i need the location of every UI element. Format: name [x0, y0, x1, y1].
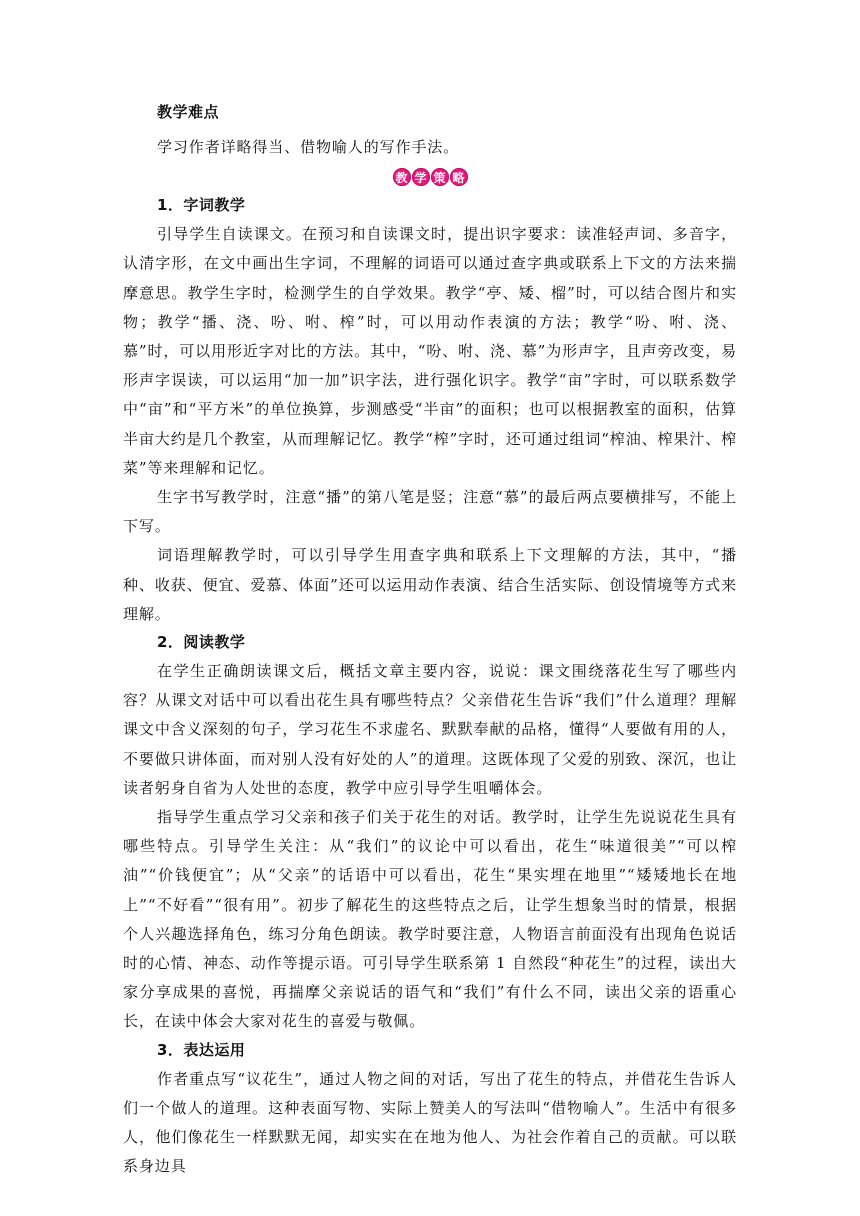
teaching-strategy-banner: [123, 168, 737, 186]
paragraph: 词语理解教学时，可以引导学生用查字典和联系上下文理解的方法，其中，“播种、收获、便宜、爱慕、体面”还可以运用动作表演、结合生活实际、创设情境等方式来理解。: [123, 546, 737, 623]
banner-char: 策: [431, 168, 449, 186]
paragraph: 作者重点写“议花生”，通过人物之间的对话，写出了花生的特点，并借花生告诉人们一个做人的道理。这种表面写物、实际上赞美人的写法叫“借物喻人”。生活中有很多人，他们像花生一样默默无闻，却实实在在地为他人、为社会作着自己的贡献。可以联系身边具: [123, 1069, 737, 1176]
section-heading-vocabulary: 1．字词教学: [157, 196, 246, 215]
paragraph: 指导学生重点学习父亲和孩子们关于花生的对话。教学时，让学生先说说花生具有哪些特点。引导学生关注：从“我们”的议论中可以看出，花生“味道很美”“可以榨油”“价钱便宜”；从“父亲”的话语中可以看出，花生“果实埋在地里”“矮矮地长在地上”“不好看”“很有用”。初步了解花生的这些特点之后，让学生想象当时的情景，根据个人兴趣选择角色，练习分角色朗读。教学时要注意，人物语言前面没有出现角色说话时的心情、神态、动作等提示语。可引导学生联系第 1 自然段“种花生”的过程，读出大家分享成果的喜悦，再揣摩父亲说话的语气和“我们”有什么不同，读出父亲的语重心长，在读中体会大家对花生的喜爱与敬佩。: [123, 808, 737, 1031]
difficulty-text: 学习作者详略得当、借物喻人的写作手法。: [157, 138, 460, 156]
banner-char: 略: [450, 168, 468, 186]
banner-char: 教: [393, 168, 411, 186]
difficulty-heading: 教学难点: [157, 103, 220, 121]
banner-char: 学: [412, 168, 430, 186]
section-heading-reading: 2．阅读教学: [157, 633, 246, 652]
document-page: [123, 99, 737, 1182]
paragraph: 引导学生自读课文。在预习和自读课文时，提出识字要求：读准轻声词、多音字，认清字形，在文中画出生字词，不理解的词语可以通过查字典或联系上下文的方法来揣摩意思。教学生字时，检测学生的自学效果。教学“亭、矮、榴”时，可以结合图片和实物；教学“播、浇、吩、咐、榨”时，可以用动作表演的方法；教学“吩、咐、浇、慕”时，可以用形近字对比的方法。其中，“吩、咐、浇、慕”为形声字，且声旁改变，易形声字误读，可以运用“加一加”识字法，进行强化识字。教学“亩”字时，可以联系数学中“亩”和“平方米”的单位换算，步测感受“半亩”的面积；也可以根据教室的面积，估算半亩大约是几个教室，从而理解记忆。教学“榨”字时，还可通过组词“榨油、榨果汁、榨菜”等来理解和记忆。: [123, 225, 738, 477]
paragraph: 在学生正确朗读课文后，概括文章主要内容，说说：课文围绕落花生写了哪些内容？从课文对话中可以看出花生具有哪些特点？父亲借花生告诉“我们”什么道理？理解课文中含义深刻的句子，学习花生不求虚名、默默奉献的品格，懂得“人要做有用的人，不要做只讲体面，而对别人没有好处的人”的道理。这既体现了父爱的别致、深沉，也让读者躬身自省为人处世的态度，教学中应引导学生咀嚼体会。: [123, 662, 737, 797]
paragraph: 生字书写教学时，注意“播”的第八笔是竖；注意“慕”的最后两点要横排写，不能上下写。: [123, 488, 737, 536]
section-heading-expression: 3．表达运用: [157, 1040, 246, 1059]
